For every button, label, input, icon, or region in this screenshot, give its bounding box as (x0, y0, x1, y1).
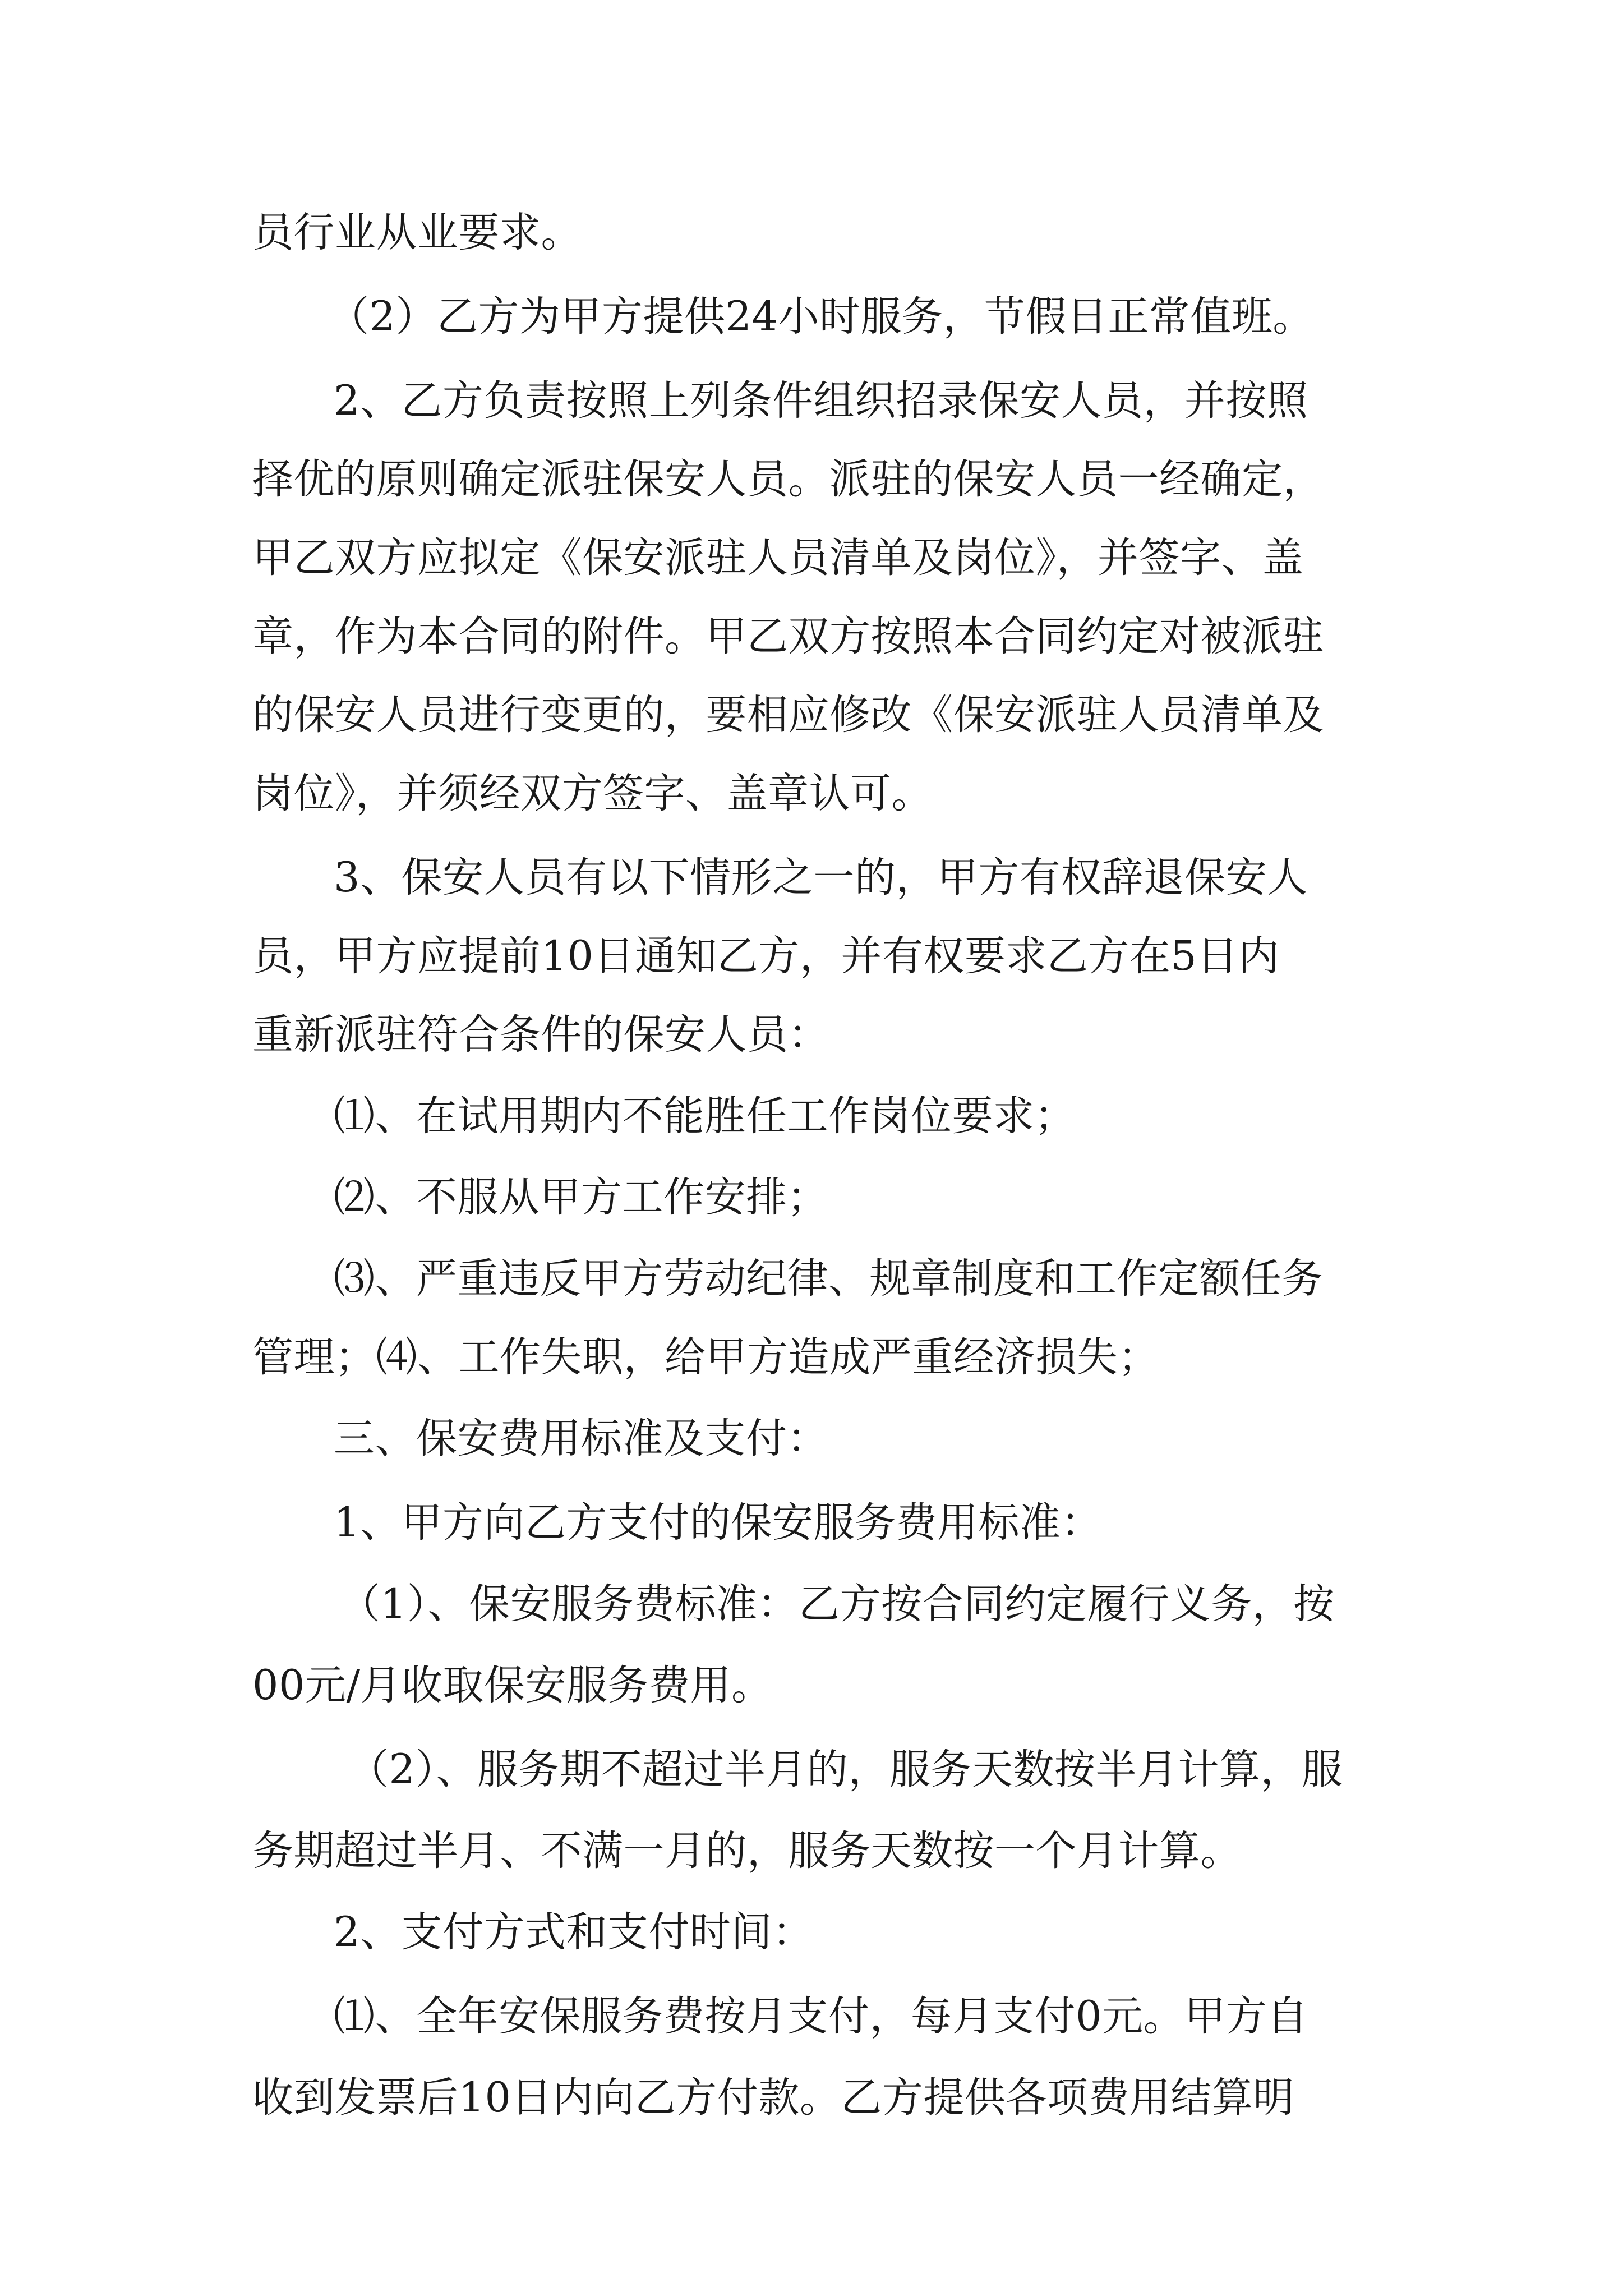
text-line: 3、保安人员有以下情形之一的，甲方有权辞退保安人 (334, 854, 1308, 901)
text-line: （2）、服务期不超过半月的，服务天数按半月计算，服 (348, 1746, 1343, 1793)
text-line: 员，甲方应提前10日通知乙方，并有权要求乙方在5日内 (252, 932, 1280, 980)
text-line: 择优的原则确定派驻保安人员。派驻的保安人员一经确定， (252, 455, 1324, 503)
text-line: 章，作为本合同的附件。甲乙双方按照本合同约定对被派驻 (252, 613, 1324, 660)
text-line: ⑴、在试用期内不能胜任工作岗位要求； (334, 1092, 1076, 1140)
text-line: 的保安人员进行变更的，要相应修改《保安派驻人员清单及 (252, 691, 1324, 739)
text-line: 1、甲方向乙方支付的保安服务费用标准： (334, 1499, 1102, 1547)
text-line: 00元/月收取保安服务费用。 (252, 1662, 773, 1709)
text-line: 管理；⑷、工作失职，给甲方造成严重经济损失； (252, 1333, 1159, 1381)
text-line: 重新派驻符合条件的保安人员： (252, 1011, 829, 1059)
text-line: ⑶、严重违反甲方劳动纪律、规章制度和工作定额任务 (334, 1255, 1323, 1303)
text-line: 甲乙双方应拟定《保安派驻人员清单及岗位》，并签字、盖 (252, 534, 1304, 582)
text-line: 收到发票后10日内向乙方付款。乙方提供各项费用结算明 (252, 2074, 1294, 2122)
text-line: 岗位》，并须经双方签字、盖章认可。 (252, 770, 933, 817)
text-line: 三、保安费用标准及支付： (334, 1415, 828, 1462)
text-line: （1）、保安服务费标准：乙方按合同约定履行义务，按 (339, 1580, 1335, 1628)
text-line: 2、乙方负责按照上列条件组织招录保安人员，并按照 (334, 377, 1308, 425)
text-line: 2、支付方式和支付时间： (334, 1908, 814, 1956)
text-line: ⑵、不服从甲方工作安排； (334, 1174, 828, 1221)
text-line: ⑴、全年安保服务费按月支付，每月支付0元。甲方自 (334, 1993, 1308, 2040)
text-line: 员行业从业要求。 (252, 209, 582, 256)
text-line: 务期超过半月、不满一月的，服务天数按一个月计算。 (252, 1827, 1242, 1875)
text-line: （2）乙方为甲方提供24小时服务，节假日正常值班。 (328, 293, 1314, 341)
